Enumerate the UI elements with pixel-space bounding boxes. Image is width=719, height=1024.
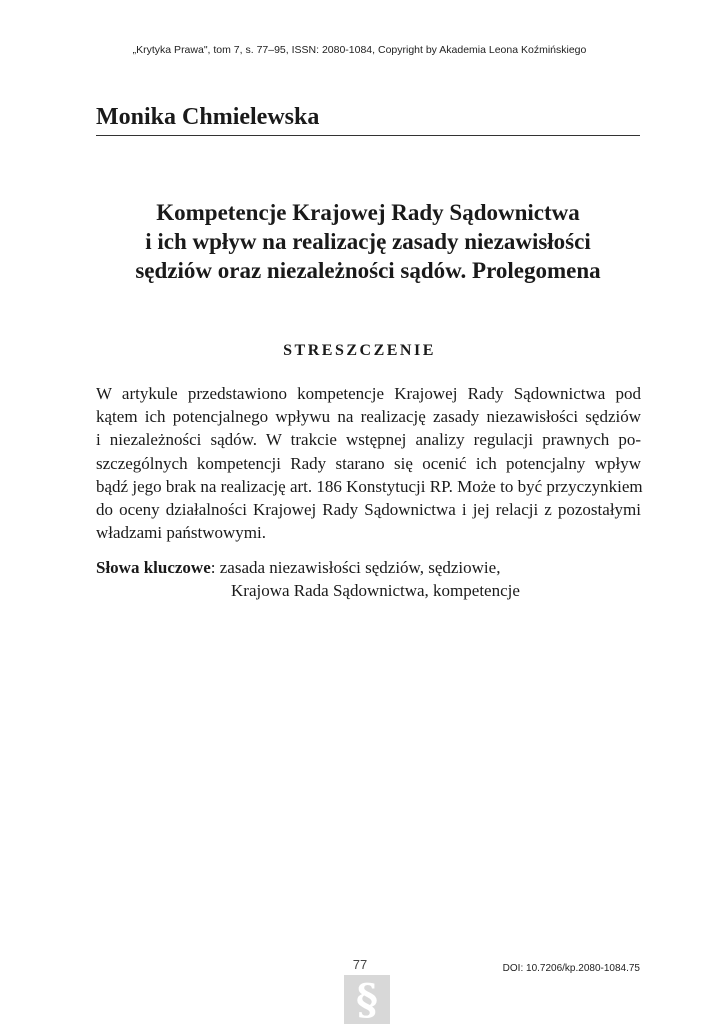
abstract-line: do oceny działalności Krajowej Rady Sądownictwa i jej relacji z pozostałymi: [96, 500, 641, 520]
title-line: i ich wpływ na realizację zasady niezawisłości: [145, 229, 591, 254]
title-line: sędziów oraz niezależności sądów. Prolegomena: [135, 258, 601, 283]
keywords-label: Słowa kluczowe: [96, 558, 211, 577]
abstract-line: bądź jego brak na realizację art. 186 Konstytucji RP. Może to być przyczynkiem: [96, 476, 643, 496]
section-sign-logo: [344, 975, 390, 1024]
abstract-line: władzami państwowymi.: [96, 523, 266, 543]
author-name: Monika Chmielewska: [96, 104, 640, 136]
title-line: Kompetencje Krajowej Rady Sądownictwa: [156, 200, 580, 225]
keywords-line: zasada niezawisłości sędziów, sędziowie,: [215, 558, 501, 577]
keywords-block: [96, 556, 641, 602]
article-title: [80, 198, 656, 285]
page-number: 77: [352, 957, 368, 972]
abstract-line: W artykule przedstawiono kompetencje Krajowej Rady Sądownictwa pod: [96, 384, 641, 403]
abstract-line: kątem ich potencjalnego wpływu na realizację zasady niezawisłości sędziów: [96, 407, 641, 427]
abstract-line: szczególnych kompetencji Rady starano się ocenić ich potencjalny wpływ: [96, 453, 641, 473]
section-sign-icon: §: [356, 975, 378, 1024]
journal-citation-header: „Krytyka Prawa", tom 7, s. 77–95, ISSN: 2080-1084, Copyright by Akademia Leona Koźmińskiego: [132, 44, 587, 56]
abstract-heading: STRESZCZENIE: [283, 342, 436, 359]
abstract-line: i niezależności sądów. W trakcie wstępnej analizy regulacji prawnych po-: [96, 430, 641, 450]
abstract-body: [96, 382, 641, 544]
doi-label: DOI: 10.7206/kp.2080-1084.75: [502, 963, 640, 974]
keywords-line: Krajowa Rada Sądownictwa, kompetencje: [231, 581, 520, 601]
keywords-separator: :: [210, 558, 216, 577]
